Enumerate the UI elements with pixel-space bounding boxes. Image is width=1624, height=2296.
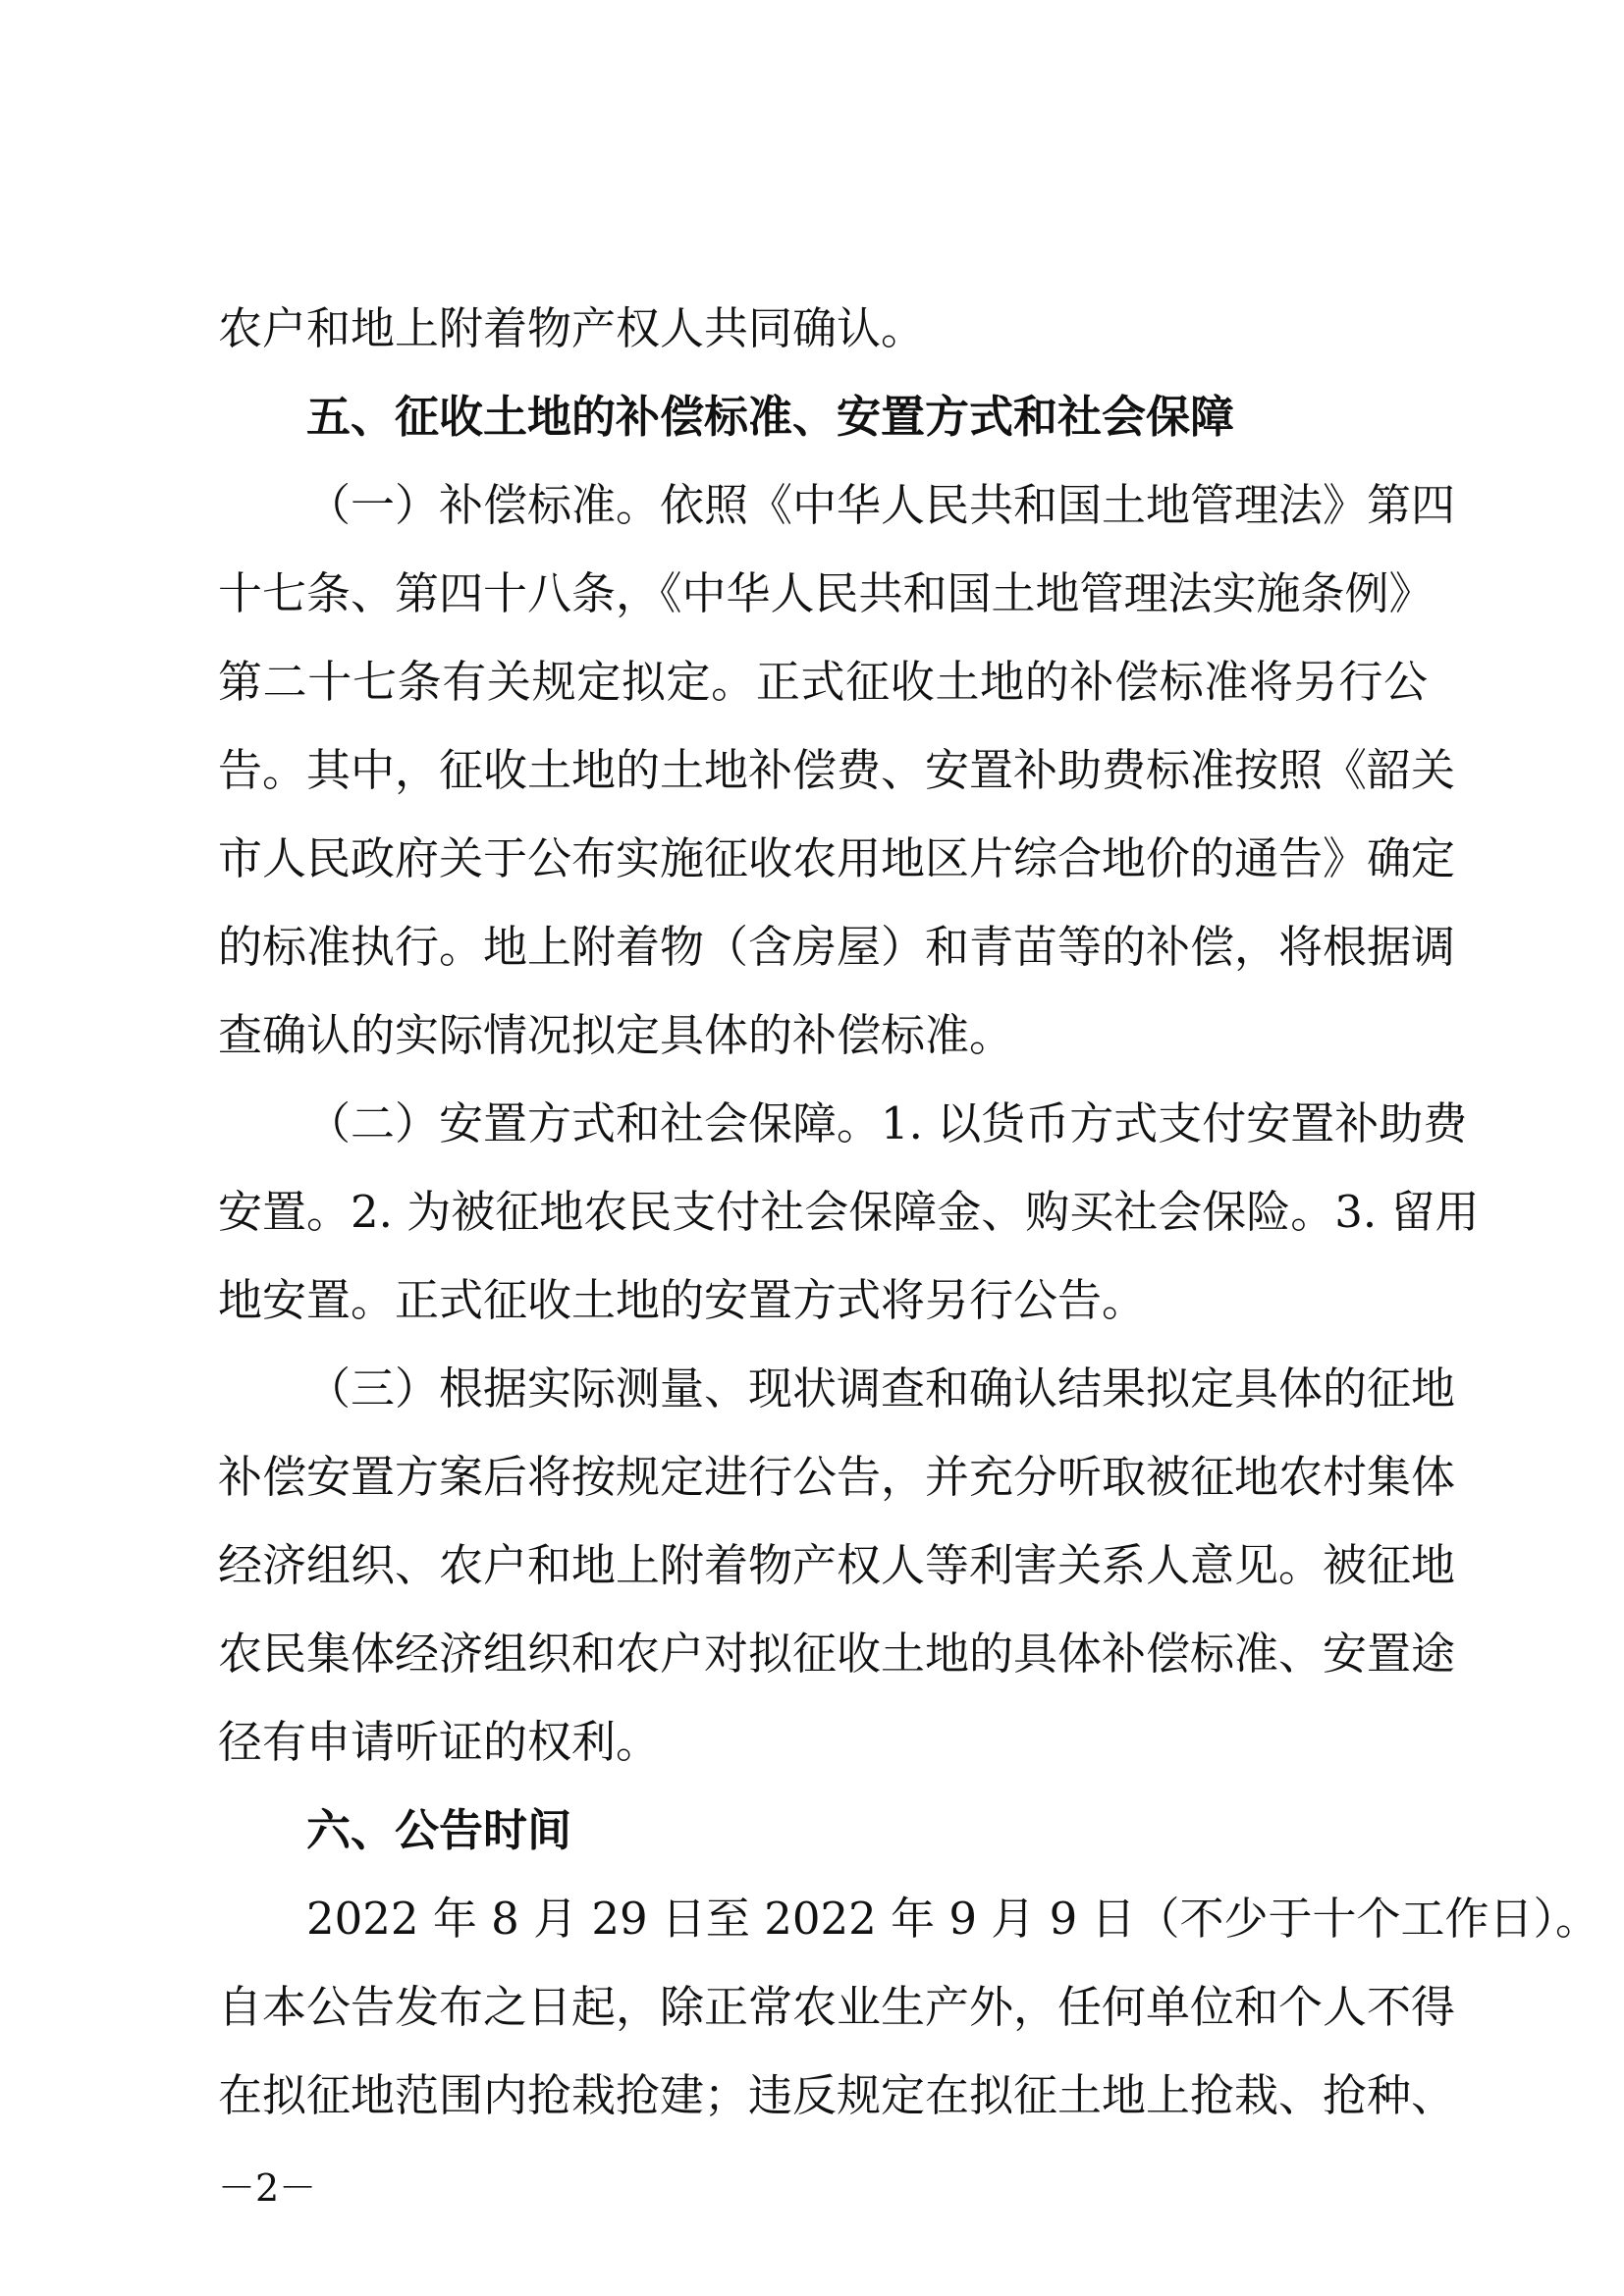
text-line: 地安置。正式征收土地的安置方式将另行公告。	[218, 1274, 1147, 1326]
text-line: 安置。2. 为被征地农民支付社会保障金、购买社会保险。3. 留用	[218, 1186, 1480, 1238]
text-line: 农民集体经济组织和农户对拟征收土地的具体补偿标准、安置途	[218, 1628, 1456, 1680]
text-line: 十七条、第四十八条，《中华人民共和国土地管理法实施条例》	[218, 567, 1434, 619]
section-heading: 六、公告时间	[306, 1804, 572, 1856]
text-line: 查确认的实际情况拟定具体的补偿标准。	[218, 1009, 1014, 1061]
text-line: 市人民政府关于公布实施征收农用地区片综合地价的通告》确定	[218, 832, 1456, 884]
page-number: －2－	[218, 2166, 317, 2210]
text-line: 径有申请听证的权利。	[218, 1716, 661, 1768]
text-line: 的标准执行。地上附着物（含房屋）和青苗等的补偿，将根据调	[218, 921, 1456, 973]
document-body	[218, 285, 1600, 2140]
text-line: 2022 年 8 月 29 日至 2022 年 9 月 9 日（不少于十个工作日）。	[306, 1893, 1600, 1945]
text-line: （三）根据实际测量、现状调查和确认结果拟定具体的征地	[306, 1362, 1456, 1415]
text-line: 自本公告发布之日起，除正常农业生产外，任何单位和个人不得	[218, 1981, 1456, 2033]
section-heading: 五、征收土地的补偿标准、安置方式和社会保障	[306, 391, 1235, 443]
text-line: （二）安置方式和社会保障。1. 以货币方式支付安置补助费	[306, 1097, 1468, 1149]
text-line: 经济组织、农户和地上附着物产权人等利害关系人意见。被征地	[218, 1539, 1456, 1591]
text-line: 第二十七条有关规定拟定。正式征收土地的补偿标准将另行公	[218, 656, 1428, 708]
text-line: 在拟征地范围内抢栽抢建；违反规定在拟征土地上抢栽、抢种、	[218, 2069, 1456, 2121]
text-line: 告。其中，征收土地的土地补偿费、安置补助费标准按照《韶关	[218, 744, 1456, 796]
text-line: （一）补偿标准。依照《中华人民共和国土地管理法》第四	[306, 479, 1456, 531]
text-line: 农户和地上附着物产权人共同确认。	[218, 302, 926, 354]
text-line: 补偿安置方案后将按规定进行公告，并充分听取被征地农村集体	[218, 1451, 1456, 1503]
